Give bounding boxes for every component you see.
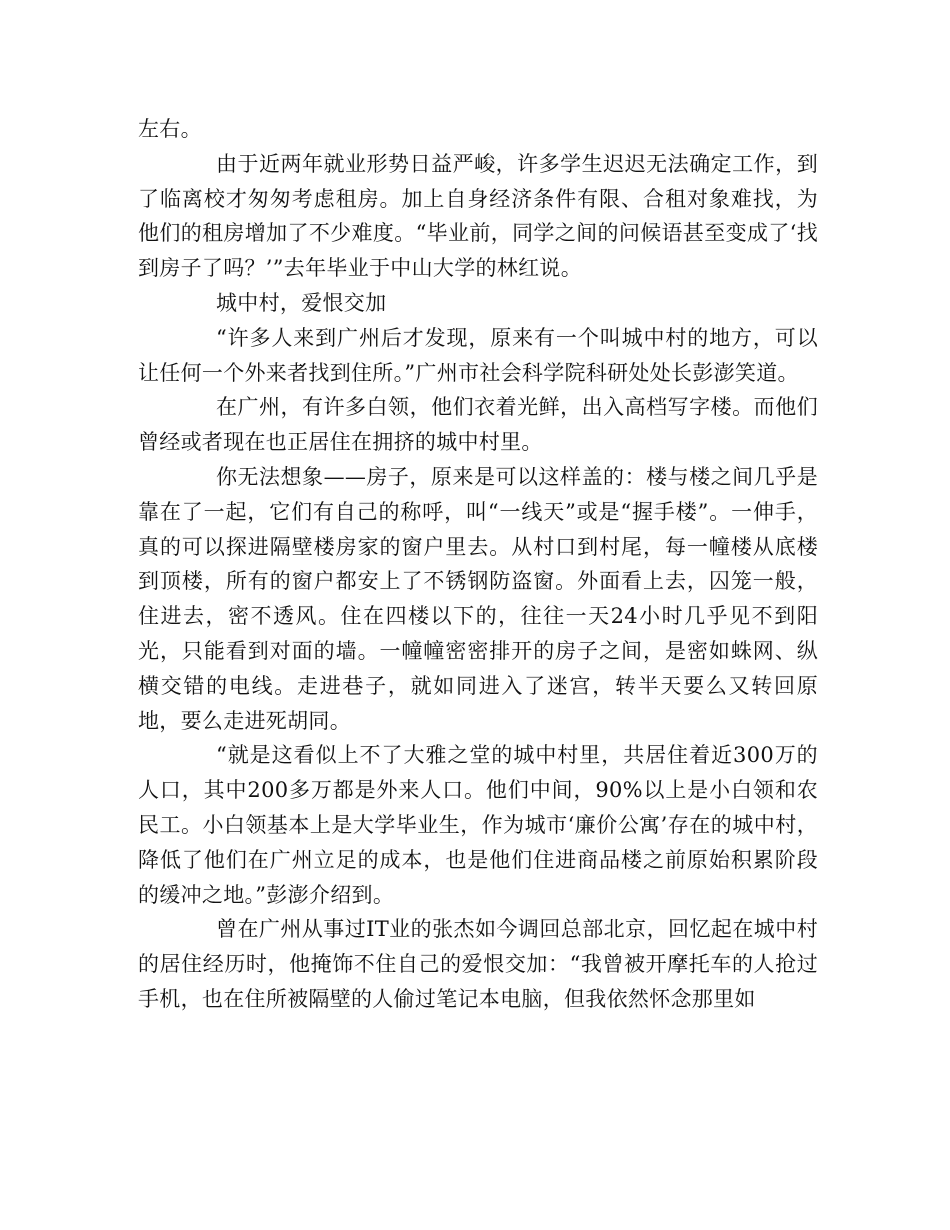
paragraph-population: “就是这看似上不了大雅之堂的城中村里，共居住着近300万的人口，其中200多万都是外来人口。他们中间，90%以上是小白领和农民工。小白领基本上是大学毕业生，作为城市‘廉价公寓’存在的城中村，降低了他们在广州立足的成本，也是他们住进商品楼之前原始积累阶段的缓冲之地。”彭澎介绍到。: [138, 743, 818, 907]
paragraph-white-collar: 在广州，有许多白领，他们衣着光鲜，出入高档写字楼。而他们曾经或者现在也正居住在拥挤的城中村里。: [138, 395, 818, 455]
paragraph-continuation: 左右。: [138, 117, 202, 141]
document-page: [138, 112, 818, 1017]
paragraph-village-description: 你无法想象——房子，原来是可以这样盖的：楼与楼之间几乎是靠在了一起，它们有自己的称呼，叫“一线天”或是“握手楼”。一伸手，真的可以探进隔壁楼房家的窗户里去。从村口到村尾，每一幢楼从底楼到顶楼，所有的窗户都安上了不锈钢防盗窗。外面看上去，囚笼一般，住进去，密不透风。住在四楼以下的，往往一天24小时几乎见不到阳光，只能看到对面的墙。一幢幢密密排开的房子之间，是密如蛛网、纵横交错的电线。走进巷子，就如同进入了迷宫，转半天要么又转回原地，要么走进死胡同。: [138, 464, 818, 733]
section-heading: 城中村，爱恨交加: [216, 290, 387, 315]
paragraph-quote-pengpeng: “许多人来到广州后才发现，原来有一个叫城中村的地方，可以让任何一个外来者找到住所。”广州市社会科学院科研处处长彭澎笑道。: [138, 325, 818, 385]
paragraph-housing-difficulty: 由于近两年就业形势日益严峻，许多学生迟迟无法确定工作，到了临离校才匆匆考虑租房。加上自身经济条件有限、合租对象难找，为他们的租房增加了不少难度。“毕业前，同学之间的问候语甚至变成了‘找到房子了吗？’”去年毕业于中山大学的林红说。: [138, 151, 818, 281]
paragraph-zhangjie: 曾在广州从事过IT业的张杰如今调回总部北京，回忆起在城中村的居住经历时，他掩饰不住自己的爱恨交加：“我曾被开摩托车的人抢过手机，也在住所被隔壁的人偷过笔记本电脑，但我依然怀念那里如: [138, 917, 818, 1011]
